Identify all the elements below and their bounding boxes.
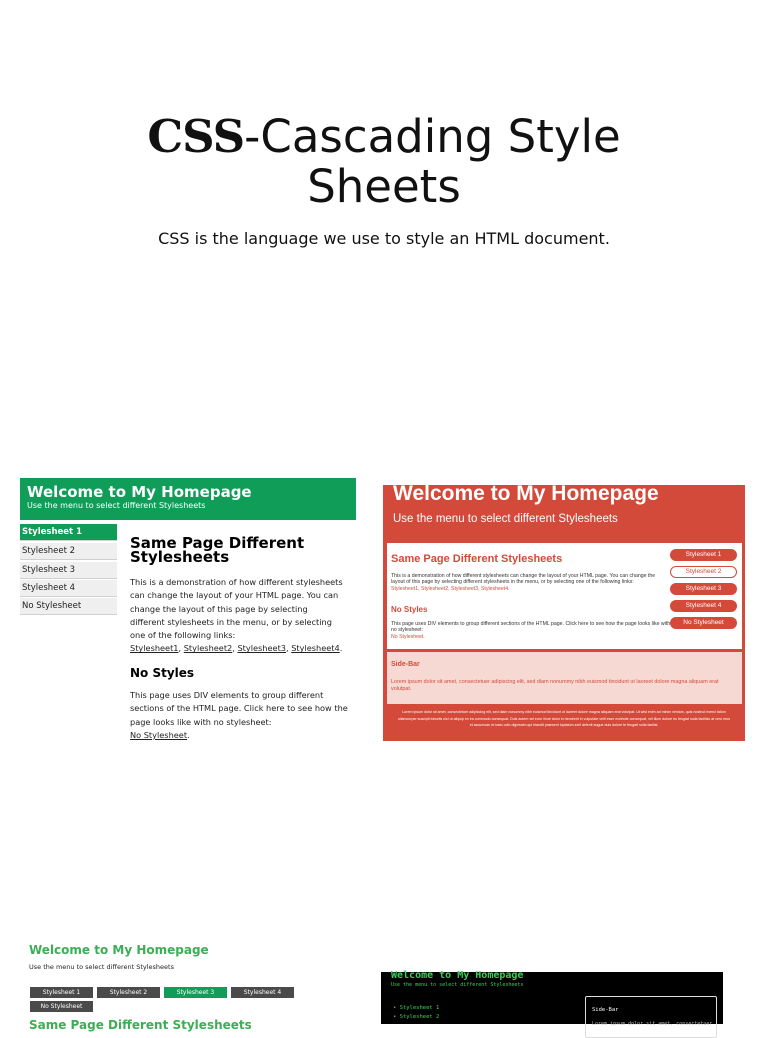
red-links[interactable]: Stylesheet1, Stylesheet2, Stylesheet3, Stylesheet4. xyxy=(391,585,510,592)
green-link-no-stylesheet[interactable]: No Stylesheet xyxy=(130,729,188,740)
green-header xyxy=(20,478,356,520)
bl-header-title: Welcome to My Homepage xyxy=(29,943,209,957)
green-menu-stylesheet-3[interactable]: Stylesheet 3 xyxy=(20,562,117,579)
bl-button-stylesheet-2[interactable]: Stylesheet 2 xyxy=(97,987,160,998)
bottom-left-stylesheet-screenshot xyxy=(20,940,350,1032)
red-heading-no-styles: No Styles xyxy=(391,605,428,614)
slide-subtitle: CSS is the language we use to style an HTML document. xyxy=(158,229,610,248)
green-paragraph-2-text: This page uses DIV elements to group different sections of the HTML page. Click here to see how the page looks like with no stylesheet: xyxy=(130,690,348,727)
green-header-title: Welcome to My Homepage xyxy=(27,483,252,501)
bl-heading: Same Page Different Stylesheets xyxy=(29,1018,252,1032)
green-menu-stylesheet-4[interactable]: Stylesheet 4 xyxy=(20,580,117,597)
red-sidebar-title: Side-Bar xyxy=(391,661,420,668)
green-menu-stylesheet-1[interactable]: Stylesheet 1 xyxy=(20,524,117,541)
red-button-stylesheet-3[interactable]: Stylesheet 3 xyxy=(670,583,737,595)
red-paragraph-2 xyxy=(391,621,671,640)
bl-button-stylesheet-3[interactable]: Stylesheet 3 xyxy=(164,987,227,998)
red-button-stylesheet-1[interactable]: Stylesheet 1 xyxy=(670,549,737,561)
red-button-stylesheet-2[interactable]: Stylesheet 2 xyxy=(670,566,737,578)
green-link-stylesheet1[interactable]: Stylesheet1 xyxy=(130,643,179,654)
green-menu-stylesheet-2[interactable]: Stylesheet 2 xyxy=(20,543,117,560)
br-menu-item-2-label: Stylesheet 2 xyxy=(399,1014,440,1020)
green-paragraph-1: This is a demonstration of how different stylesheets can change the layout of your HTML page. You can change the layout of this page by selecting different stylesheets in the menu, or by selecting one of the following links: Stylesheet1, Stylesheet2, Stylesheet3, Stylesheet4. xyxy=(130,577,343,654)
red-paragraph-1-text: This is a demonstration of how different stylesheets can change the layout of your HTML page. You can change the layout of this page by selecting different stylesheets in the menu, or by selecting one of the following links: xyxy=(391,573,656,586)
br-header-title: Welcome to My Homepage xyxy=(391,970,524,981)
br-menu-item-1-label: Stylesheet 1 xyxy=(399,1005,440,1011)
br-sidebar-text: Lorem ipsum dolor sit amet, consectetuer xyxy=(592,1021,713,1027)
red-main-content xyxy=(387,543,742,649)
green-paragraph-1-text: This is a demonstration of how different stylesheets can change the layout of your HTML page. You can change the layout of this page by selecting different stylesheets in the menu, or by selecting one of the following links: xyxy=(130,577,343,641)
green-link-stylesheet2[interactable]: Stylesheet2 xyxy=(183,643,233,654)
green-heading-no-styles: No Styles xyxy=(130,666,195,680)
bl-header-subtitle: Use the menu to select different Stylesheets xyxy=(29,963,174,971)
br-sidebar-title: Side-Bar xyxy=(592,1007,619,1013)
red-paragraph-1 xyxy=(391,573,661,592)
red-sidebar-text: Lorem ipsum dolor sit amet, consectetuer adipiscing elit, sed diam nonummy nibh euismod tincidunt ut laoreet dolore magna aliquam erat volutpat. xyxy=(391,679,719,692)
bl-button-no-stylesheet[interactable]: No Stylesheet xyxy=(30,1001,93,1012)
green-menu-no-stylesheet[interactable]: No Stylesheet xyxy=(20,598,117,615)
green-link-stylesheet4[interactable]: Stylesheet4 xyxy=(291,643,340,654)
red-heading: Same Page Different Stylesheets xyxy=(391,553,563,565)
title-css-abbrev: CSS xyxy=(147,110,245,163)
title-line2: Sheets xyxy=(307,160,461,213)
red-stylesheet-screenshot xyxy=(383,482,745,741)
br-sidebar xyxy=(585,996,717,1038)
bl-button-stylesheet-1[interactable]: Stylesheet 1 xyxy=(30,987,93,998)
title-rest: -Cascading Style xyxy=(244,110,621,163)
bl-button-stylesheet-4[interactable]: Stylesheet 4 xyxy=(231,987,294,998)
green-heading: Same Page Different Stylesheets xyxy=(130,534,305,566)
red-header-title: Welcome to My Homepage xyxy=(393,482,659,505)
red-header-subtitle: Use the menu to select different Stylesheets xyxy=(393,513,618,525)
red-button-stylesheet-4[interactable]: Stylesheet 4 xyxy=(670,600,737,612)
br-menu-item-2[interactable]: • Stylesheet 2 xyxy=(393,1014,440,1020)
slide-title xyxy=(60,112,708,212)
red-sidebar xyxy=(387,652,742,704)
green-paragraph-2: This page uses DIV elements to group different sections of the HTML page. Click here to see how the page looks like with no stylesheet: No Stylesheet. xyxy=(130,690,348,740)
br-header-subtitle: Use the menu to select different Stylesheets xyxy=(391,982,524,988)
red-paragraph-2-text: This page uses DIV elements to group different sections of the HTML page. Click here to see how the page looks like with no stylesheet: xyxy=(391,621,671,634)
bottom-right-stylesheet-screenshot xyxy=(381,970,723,1027)
red-button-no-stylesheet[interactable]: No Stylesheet xyxy=(670,617,737,629)
green-header-subtitle: Use the menu to select different Stylesheets xyxy=(27,501,206,510)
red-footer-text: Lorem ipsum dolor sit amet, consectetuer adipiscing elit, sed diam nonummy nibh euismod tincidunt ut laoreet dolore magna aliquam erat volutpat. Ut wisi enim ad minim veniam, quis nostrud exerci tation ullamcorper suscipit lobortis nisl ut aliquip ex ea commodo consequat. Duis autem vel eum iriure dolor in hendrerit in vulputate velit esse molestie consequat, vel illum dolore eu feugiat nulla facilisis at vero eros et accumsan et iusto odio dignissim qui blandit praesent luptatum zzril delenit augue duis dolore te feugait nulla facilisi. xyxy=(397,710,731,727)
green-stylesheet-screenshot xyxy=(20,478,360,744)
red-link-no-stylesheet[interactable]: No Stylesheet. xyxy=(391,633,425,640)
br-menu-item-1[interactable]: • Stylesheet 1 xyxy=(393,1005,440,1011)
green-link-stylesheet3[interactable]: Stylesheet3 xyxy=(237,643,286,654)
